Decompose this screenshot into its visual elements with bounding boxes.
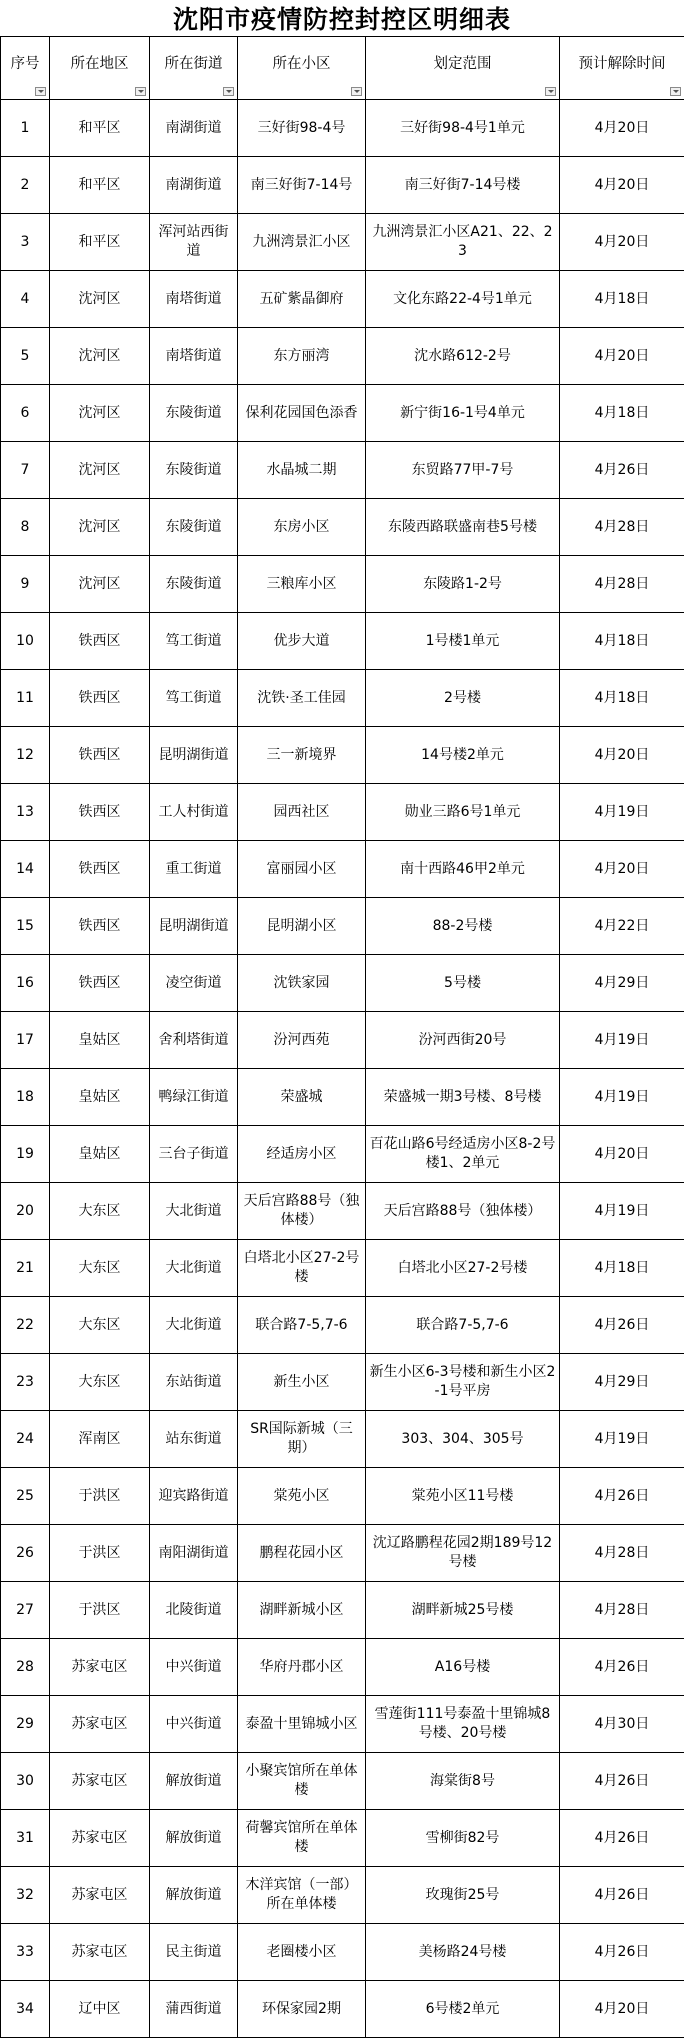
closure-scope-cell: 勋业三路6号1单元: [366, 784, 560, 841]
release-date-cell: 4月20日: [560, 727, 684, 784]
release-date-cell: 4月18日: [560, 385, 684, 442]
district-cell: 和平区: [50, 214, 150, 271]
row-number-cell: 10: [1, 613, 50, 670]
district-cell: 苏家屯区: [50, 1753, 150, 1810]
district-cell: 大东区: [50, 1297, 150, 1354]
closure-scope-cell: 东贸路77甲-7号: [366, 442, 560, 499]
release-date-cell: 4月28日: [560, 1525, 684, 1582]
community-cell: 联合路7-5,7-6: [238, 1297, 366, 1354]
header-cell: [50, 37, 150, 100]
closure-scope-cell: 三好街98-4号1单元: [366, 100, 560, 157]
release-date-cell: 4月20日: [560, 1981, 684, 2038]
district-cell: 皇姑区: [50, 1126, 150, 1183]
release-date-cell: 4月19日: [560, 1012, 684, 1069]
district-cell: 苏家屯区: [50, 1696, 150, 1753]
row-number-cell: 23: [1, 1354, 50, 1411]
table-row: [1, 613, 684, 670]
subdistrict-cell: 重工街道: [150, 841, 238, 898]
district-cell: 皇姑区: [50, 1012, 150, 1069]
table-row: [1, 271, 684, 328]
subdistrict-cell: 鸭绿江街道: [150, 1069, 238, 1126]
closure-scope-cell: 荣盛城一期3号楼、8号楼: [366, 1069, 560, 1126]
row-number-cell: 14: [1, 841, 50, 898]
subdistrict-cell: 南塔街道: [150, 328, 238, 385]
subdistrict-cell: 东陵街道: [150, 442, 238, 499]
subdistrict-cell: 蒲西街道: [150, 1981, 238, 2038]
header-label: 所在地区: [71, 56, 129, 72]
community-cell: 荷馨宾馆所在单体楼: [238, 1810, 366, 1867]
header-row: [1, 37, 684, 100]
district-cell: 沈河区: [50, 271, 150, 328]
table-row: [1, 385, 684, 442]
header-label: 所在街道: [165, 56, 223, 72]
community-cell: 小聚宾馆所在单体楼: [238, 1753, 366, 1810]
row-number-cell: 27: [1, 1582, 50, 1639]
table-row: [1, 670, 684, 727]
row-number-cell: 8: [1, 499, 50, 556]
community-cell: 棠苑小区: [238, 1468, 366, 1525]
closure-scope-cell: 百花山路6号经适房小区8-2号楼1、2单元: [366, 1126, 560, 1183]
closure-scope-cell: 海棠街8号: [366, 1753, 560, 1810]
row-number-cell: 34: [1, 1981, 50, 2038]
closure-scope-cell: 6号楼2单元: [366, 1981, 560, 2038]
closure-scope-cell: 湖畔新城25号楼: [366, 1582, 560, 1639]
header-cell: [1, 37, 50, 100]
subdistrict-cell: 大北街道: [150, 1183, 238, 1240]
table-row: [1, 1582, 684, 1639]
district-cell: 沈河区: [50, 385, 150, 442]
community-cell: 泰盈十里锦城小区: [238, 1696, 366, 1753]
dropdown-filter-icon[interactable]: [35, 87, 46, 96]
closure-scope-cell: 14号楼2单元: [366, 727, 560, 784]
closure-scope-cell: 雪柳街82号: [366, 1810, 560, 1867]
table-row: [1, 955, 684, 1012]
subdistrict-cell: 南湖街道: [150, 100, 238, 157]
community-cell: 富丽园小区: [238, 841, 366, 898]
closure-scope-cell: 沈水路612-2号: [366, 328, 560, 385]
district-cell: 铁西区: [50, 955, 150, 1012]
release-date-cell: 4月28日: [560, 1582, 684, 1639]
closure-scope-cell: A16号楼: [366, 1639, 560, 1696]
release-date-cell: 4月26日: [560, 1867, 684, 1924]
subdistrict-cell: 笃工街道: [150, 613, 238, 670]
community-cell: 三一新境界: [238, 727, 366, 784]
closure-scope-cell: 雪莲街111号泰盈十里锦城8号楼、20号楼: [366, 1696, 560, 1753]
release-date-cell: 4月26日: [560, 1753, 684, 1810]
table-row: [1, 1468, 684, 1525]
community-cell: 环保家园2期: [238, 1981, 366, 2038]
release-date-cell: 4月18日: [560, 1240, 684, 1297]
table-row: [1, 499, 684, 556]
subdistrict-cell: 解放街道: [150, 1753, 238, 1810]
closure-scope-cell: 天后宫路88号（独体楼）: [366, 1183, 560, 1240]
district-cell: 和平区: [50, 157, 150, 214]
release-date-cell: 4月30日: [560, 1696, 684, 1753]
community-cell: 九洲湾景汇小区: [238, 214, 366, 271]
subdistrict-cell: 工人村街道: [150, 784, 238, 841]
closure-scope-cell: 棠苑小区11号楼: [366, 1468, 560, 1525]
row-number-cell: 4: [1, 271, 50, 328]
table-title: 沈阳市疫情防控封控区明细表: [0, 0, 684, 36]
closure-scope-cell: 白塔北小区27-2号楼: [366, 1240, 560, 1297]
closure-scope-cell: 玫瑰街25号: [366, 1867, 560, 1924]
header-label: 划定范围: [434, 56, 492, 72]
district-cell: 铁西区: [50, 727, 150, 784]
community-cell: SR国际新城（三期）: [238, 1411, 366, 1468]
row-number-cell: 17: [1, 1012, 50, 1069]
table-row: [1, 1354, 684, 1411]
table-row: [1, 214, 684, 271]
closure-scope-cell: 新宁街16-1号4单元: [366, 385, 560, 442]
table-row: [1, 1696, 684, 1753]
header-label: 预计解除时间: [579, 56, 666, 72]
district-cell: 大东区: [50, 1354, 150, 1411]
release-date-cell: 4月20日: [560, 1126, 684, 1183]
community-cell: 新生小区: [238, 1354, 366, 1411]
release-date-cell: 4月20日: [560, 214, 684, 271]
community-cell: 保利花园国色添香: [238, 385, 366, 442]
row-number-cell: 3: [1, 214, 50, 271]
release-date-cell: 4月20日: [560, 157, 684, 214]
district-cell: 沈河区: [50, 499, 150, 556]
district-cell: 和平区: [50, 100, 150, 157]
dropdown-filter-icon[interactable]: [545, 87, 556, 96]
closure-scope-cell: 2号楼: [366, 670, 560, 727]
table-row: [1, 556, 684, 613]
row-number-cell: 20: [1, 1183, 50, 1240]
release-date-cell: 4月18日: [560, 670, 684, 727]
table-row: [1, 100, 684, 157]
subdistrict-cell: 东陵街道: [150, 385, 238, 442]
release-date-cell: 4月19日: [560, 1069, 684, 1126]
table-row: [1, 841, 684, 898]
table-row: [1, 898, 684, 955]
row-number-cell: 25: [1, 1468, 50, 1525]
release-date-cell: 4月26日: [560, 442, 684, 499]
community-cell: 华府丹郡小区: [238, 1639, 366, 1696]
table-row: [1, 1924, 684, 1981]
district-cell: 于洪区: [50, 1582, 150, 1639]
closure-scope-cell: 1号楼1单元: [366, 613, 560, 670]
row-number-cell: 19: [1, 1126, 50, 1183]
row-number-cell: 2: [1, 157, 50, 214]
subdistrict-cell: 浑河站西街道: [150, 214, 238, 271]
release-date-cell: 4月22日: [560, 898, 684, 955]
district-cell: 苏家屯区: [50, 1867, 150, 1924]
release-date-cell: 4月29日: [560, 1354, 684, 1411]
release-date-cell: 4月28日: [560, 499, 684, 556]
closure-scope-cell: 新生小区6-3号楼和新生小区2-1号平房: [366, 1354, 560, 1411]
release-date-cell: 4月20日: [560, 328, 684, 385]
community-cell: 园西社区: [238, 784, 366, 841]
row-number-cell: 9: [1, 556, 50, 613]
row-number-cell: 5: [1, 328, 50, 385]
district-cell: 于洪区: [50, 1525, 150, 1582]
release-date-cell: 4月20日: [560, 100, 684, 157]
community-cell: 水晶城二期: [238, 442, 366, 499]
table-row: [1, 442, 684, 499]
district-cell: 铁西区: [50, 898, 150, 955]
table-row: [1, 727, 684, 784]
release-date-cell: 4月18日: [560, 271, 684, 328]
closure-scope-cell: 联合路7-5,7-6: [366, 1297, 560, 1354]
release-date-cell: 4月26日: [560, 1297, 684, 1354]
community-cell: 三好街98-4号: [238, 100, 366, 157]
release-date-cell: 4月18日: [560, 613, 684, 670]
community-cell: 鹏程花园小区: [238, 1525, 366, 1582]
row-number-cell: 15: [1, 898, 50, 955]
closure-scope-cell: 南三好街7-14号楼: [366, 157, 560, 214]
table-row: [1, 1981, 684, 2038]
subdistrict-cell: 东陵街道: [150, 556, 238, 613]
district-cell: 沈河区: [50, 442, 150, 499]
table-row: [1, 1639, 684, 1696]
dropdown-filter-icon[interactable]: [670, 87, 681, 96]
row-number-cell: 24: [1, 1411, 50, 1468]
table-row: [1, 1810, 684, 1867]
subdistrict-cell: 北陵街道: [150, 1582, 238, 1639]
community-cell: 东方丽湾: [238, 328, 366, 385]
community-cell: 沈铁·圣工佳园: [238, 670, 366, 727]
community-cell: 沈铁家园: [238, 955, 366, 1012]
district-cell: 苏家屯区: [50, 1810, 150, 1867]
closure-scope-cell: 303、304、305号: [366, 1411, 560, 1468]
subdistrict-cell: 东站街道: [150, 1354, 238, 1411]
district-cell: 沈河区: [50, 556, 150, 613]
subdistrict-cell: 南湖街道: [150, 157, 238, 214]
row-number-cell: 31: [1, 1810, 50, 1867]
district-cell: 沈河区: [50, 328, 150, 385]
header-cell: [238, 37, 366, 100]
release-date-cell: 4月26日: [560, 1924, 684, 1981]
table-row: [1, 784, 684, 841]
closure-scope-cell: 南十西路46甲2单元: [366, 841, 560, 898]
community-cell: 天后宫路88号（独体楼）: [238, 1183, 366, 1240]
closure-scope-cell: 美杨路24号楼: [366, 1924, 560, 1981]
subdistrict-cell: 昆明湖街道: [150, 898, 238, 955]
closure-scope-cell: 东陵路1-2号: [366, 556, 560, 613]
community-cell: 经适房小区: [238, 1126, 366, 1183]
district-cell: 铁西区: [50, 670, 150, 727]
community-cell: 昆明湖小区: [238, 898, 366, 955]
release-date-cell: 4月29日: [560, 955, 684, 1012]
subdistrict-cell: 中兴街道: [150, 1639, 238, 1696]
subdistrict-cell: 解放街道: [150, 1810, 238, 1867]
header-cell: [560, 37, 684, 100]
subdistrict-cell: 中兴街道: [150, 1696, 238, 1753]
header-label: 序号: [11, 56, 40, 72]
row-number-cell: 22: [1, 1297, 50, 1354]
table-row: [1, 157, 684, 214]
release-date-cell: 4月26日: [560, 1468, 684, 1525]
subdistrict-cell: 大北街道: [150, 1240, 238, 1297]
district-cell: 皇姑区: [50, 1069, 150, 1126]
closure-scope-cell: 文化东路22-4号1单元: [366, 271, 560, 328]
release-date-cell: 4月19日: [560, 1183, 684, 1240]
row-number-cell: 1: [1, 100, 50, 157]
closure-scope-cell: 沈辽路鹏程花园2期189号12号楼: [366, 1525, 560, 1582]
header-label: 所在小区: [273, 56, 331, 72]
district-cell: 铁西区: [50, 613, 150, 670]
subdistrict-cell: 昆明湖街道: [150, 727, 238, 784]
subdistrict-cell: 迎宾路街道: [150, 1468, 238, 1525]
closure-scope-cell: 汾河西街20号: [366, 1012, 560, 1069]
district-cell: 于洪区: [50, 1468, 150, 1525]
community-cell: 五矿紫晶御府: [238, 271, 366, 328]
row-number-cell: 18: [1, 1069, 50, 1126]
table-row: [1, 1012, 684, 1069]
community-cell: 优步大道: [238, 613, 366, 670]
row-number-cell: 13: [1, 784, 50, 841]
table-row: [1, 1240, 684, 1297]
header-cell: [366, 37, 560, 100]
community-cell: 白塔北小区27-2号楼: [238, 1240, 366, 1297]
community-cell: 东房小区: [238, 499, 366, 556]
release-date-cell: 4月19日: [560, 1411, 684, 1468]
row-number-cell: 16: [1, 955, 50, 1012]
subdistrict-cell: 大北街道: [150, 1297, 238, 1354]
community-cell: 汾河西苑: [238, 1012, 366, 1069]
row-number-cell: 21: [1, 1240, 50, 1297]
community-cell: 老圈楼小区: [238, 1924, 366, 1981]
district-cell: 苏家屯区: [50, 1639, 150, 1696]
row-number-cell: 12: [1, 727, 50, 784]
subdistrict-cell: 东陵街道: [150, 499, 238, 556]
row-number-cell: 6: [1, 385, 50, 442]
row-number-cell: 29: [1, 1696, 50, 1753]
subdistrict-cell: 站东街道: [150, 1411, 238, 1468]
table-row: [1, 1411, 684, 1468]
subdistrict-cell: 笃工街道: [150, 670, 238, 727]
closure-scope-cell: 九洲湾景汇小区A21、22、23: [366, 214, 560, 271]
community-cell: 荣盛城: [238, 1069, 366, 1126]
table-row: [1, 1867, 684, 1924]
table-body: [1, 100, 684, 2038]
row-number-cell: 11: [1, 670, 50, 727]
header-cell: [150, 37, 238, 100]
dropdown-filter-icon[interactable]: [351, 87, 362, 96]
table-row: [1, 1753, 684, 1810]
district-cell: 铁西区: [50, 841, 150, 898]
row-number-cell: 28: [1, 1639, 50, 1696]
community-cell: 湖畔新城小区: [238, 1582, 366, 1639]
subdistrict-cell: 南阳湖街道: [150, 1525, 238, 1582]
release-date-cell: 4月26日: [560, 1810, 684, 1867]
table-row: [1, 1525, 684, 1582]
subdistrict-cell: 民主街道: [150, 1924, 238, 1981]
closure-scope-cell: 88-2号楼: [366, 898, 560, 955]
closure-scope-cell: 东陵西路联盛南巷5号楼: [366, 499, 560, 556]
row-number-cell: 30: [1, 1753, 50, 1810]
release-date-cell: 4月19日: [560, 784, 684, 841]
row-number-cell: 26: [1, 1525, 50, 1582]
dropdown-filter-icon[interactable]: [135, 87, 146, 96]
district-cell: 大东区: [50, 1183, 150, 1240]
table-row: [1, 1126, 684, 1183]
community-cell: 南三好街7-14号: [238, 157, 366, 214]
closure-table: [0, 36, 684, 2038]
table-row: [1, 328, 684, 385]
subdistrict-cell: 三台子街道: [150, 1126, 238, 1183]
release-date-cell: 4月20日: [560, 841, 684, 898]
table-row: [1, 1183, 684, 1240]
district-cell: 浑南区: [50, 1411, 150, 1468]
community-cell: 三粮库小区: [238, 556, 366, 613]
subdistrict-cell: 解放街道: [150, 1867, 238, 1924]
district-cell: 铁西区: [50, 784, 150, 841]
subdistrict-cell: 南塔街道: [150, 271, 238, 328]
release-date-cell: 4月28日: [560, 556, 684, 613]
dropdown-filter-icon[interactable]: [223, 87, 234, 96]
subdistrict-cell: 舍利塔街道: [150, 1012, 238, 1069]
district-cell: 大东区: [50, 1240, 150, 1297]
row-number-cell: 32: [1, 1867, 50, 1924]
table-row: [1, 1069, 684, 1126]
row-number-cell: 7: [1, 442, 50, 499]
district-cell: 苏家屯区: [50, 1924, 150, 1981]
release-date-cell: 4月26日: [560, 1639, 684, 1696]
row-number-cell: 33: [1, 1924, 50, 1981]
district-cell: 辽中区: [50, 1981, 150, 2038]
closure-scope-cell: 5号楼: [366, 955, 560, 1012]
subdistrict-cell: 凌空街道: [150, 955, 238, 1012]
table-row: [1, 1297, 684, 1354]
community-cell: 木洋宾馆（一部）所在单体楼: [238, 1867, 366, 1924]
